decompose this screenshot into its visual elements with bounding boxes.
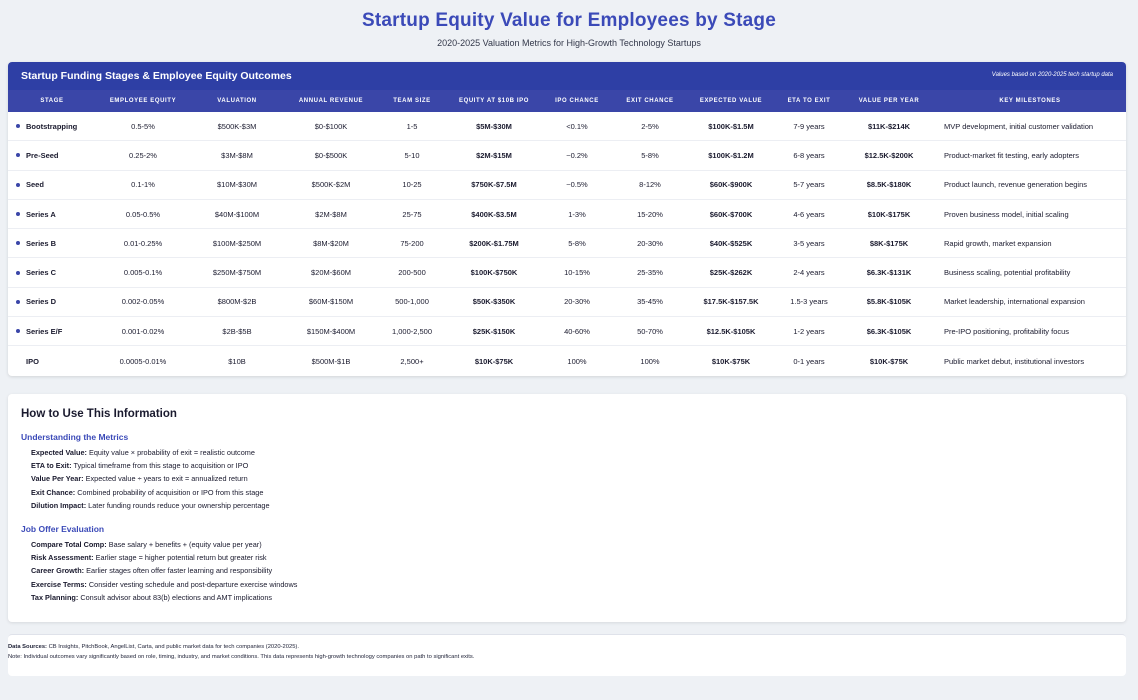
info-title: How to Use This Information [21,408,177,420]
milestones-cell: Business scaling, potential profitability [944,268,1071,278]
table-row [8,171,1126,200]
item-label: Career Growth: [31,566,85,576]
col-header-stage: STAGE [40,98,64,104]
exit-chance-cell: 50-70% [637,326,663,336]
revenue-cell: $0-$500K [314,150,348,160]
exit-chance-cell: 100% [640,356,660,366]
employee-equity-cell: 0.0005-0.01% [119,356,167,366]
section-title-job-offer: Job Offer Evaluation [21,524,105,535]
expected-value-cell: $100K-$1.2M [708,150,754,160]
ipo-chance-cell: <0.1% [566,121,588,131]
table-row [8,141,1126,170]
ipo-chance-cell: 1-3% [568,209,586,219]
item-label: Compare Total Comp: [31,540,107,550]
exit-chance-cell: 5-8% [641,150,659,160]
section-title-metrics: Understanding the Metrics [21,432,129,442]
item-text: Expected value ÷ years to exit = annualized return [85,474,248,484]
valuation-cell: $100M-$250M [212,238,262,248]
eta-cell: 1.5-3 years [790,297,828,307]
table-row [8,229,1126,258]
stage-label: Series D [26,297,57,307]
col-header-key-milestones: KEY MILESTONES [999,98,1061,104]
item-text: Equity value × probability of exit = realistic outcome [89,448,255,457]
col-header-eta-to-exit: ETA TO EXIT [787,98,831,104]
stage-cell [8,122,96,131]
value-per-year-cell: $10K-$175K [867,209,911,219]
team-size-cell: 25-75 [402,209,422,219]
data-sources-footer [8,634,1126,676]
col-header-equity-at-ipo: EQUITY AT $10B IPO [458,98,530,104]
equity-at-ipo-cell: $100K-$750K [470,268,518,278]
valuation-cell: $800M-$2B [217,297,257,307]
valuation-cell: $40M-$100M [214,209,260,219]
item-text: Combined probability of acquisition or IPO from this stage [77,487,264,497]
item-text: Earlier stages often offer faster learning and responsibility [86,566,273,576]
item-label: Dilution Impact: [31,500,87,510]
list-item [31,499,1113,512]
col-header-expected-value: EXPECTED VALUE [699,98,763,104]
page-title: Startup Equity Value for Employees by Stage [361,10,777,31]
stage-label: Series C [26,268,57,278]
list-item [31,486,1113,499]
expected-value-cell: $100K-$1.5M [708,121,754,131]
col-header-valuation: VALUATION [217,98,257,104]
eta-cell: 4-6 years [793,209,825,219]
expected-value-cell: $12.5K-$105K [706,326,756,336]
list-item [31,472,1113,485]
item-label: Tax Planning: [31,592,79,602]
ipo-chance-cell: 100% [567,356,587,366]
list-item [31,564,1113,577]
page-subtitle: 2020-2025 Valuation Metrics for High-Growth Technology Startups [437,38,701,48]
table-row [8,200,1126,229]
employee-equity-cell: 0.1-1% [131,180,155,190]
stage-cell [8,239,96,248]
table-row [8,317,1126,346]
list-item [31,591,1113,604]
valuation-cell: $250M-$750M [212,268,262,278]
valuation-cell: $500K-$3M [217,121,257,131]
team-size-cell: 200-500 [398,268,426,278]
revenue-cell: $2M-$8M [315,209,347,219]
revenue-cell: $20M-$60M [310,268,352,278]
milestones-cell: MVP development, initial customer validation [944,121,1094,131]
bullet-dot-icon [16,329,20,333]
revenue-cell: $500K-$2M [311,180,351,190]
milestones-cell: Product-market fit testing, early adopters [944,150,1080,160]
employee-equity-cell: 0.5-5% [131,121,155,131]
milestones-cell: Product launch, revenue generation begins [944,180,1088,190]
equity-at-ipo-cell: $5M-$30M [476,121,512,131]
revenue-cell: $0-$100K [314,121,348,131]
ipo-chance-cell: ~0.5% [566,180,588,190]
expected-value-cell: $25K-$262K [709,268,753,278]
value-per-year-cell: $10K-$75K [869,356,909,366]
table-body [8,112,1126,376]
col-header-team-size: TEAM SIZE [393,98,431,104]
employee-equity-cell: 0.005-0.1% [123,268,163,278]
col-header-value-per-year: VALUE PER YEAR [858,98,920,104]
eta-cell: 0-1 years [793,356,825,366]
exit-chance-cell: 15-20% [637,209,663,219]
team-size-cell: 75-200 [400,238,424,248]
eta-cell: 6-8 years [793,150,825,160]
expected-value-cell: $60K-$700K [709,209,753,219]
stage-label: Seed [26,180,44,190]
stage-cell [8,268,96,277]
table-row [8,258,1126,287]
item-label: Value Per Year: [31,474,84,484]
equity-at-ipo-cell: $10K-$75K [474,356,514,366]
table-row [8,346,1126,375]
sources-note: Note: Individual outcomes vary significantly based on role, timing, industry, and market conditions. This data represents high-growth technology companies on path to significant exits. [8,653,475,660]
bullet-dot-icon [16,153,20,157]
stage-cell [8,357,96,366]
table-row [8,288,1126,317]
equity-table-card [8,62,1126,376]
stage-cell [8,327,96,336]
ipo-chance-cell: 40-60% [564,326,590,336]
exit-chance-cell: 20-30% [637,238,663,248]
item-text: Typical timeframe from this stage to acquisition or IPO [73,461,249,471]
item-label: ETA to Exit: [31,461,72,471]
sources-text: CB Insights, PitchBook, AngelList, Carta, and public market data for tech companies (2020-2025). [48,644,299,650]
list-item [31,446,1113,459]
revenue-cell: $150M-$400M [306,326,356,336]
bullet-dot-icon [16,241,20,245]
stage-label: IPO [26,356,39,366]
value-per-year-cell: $12.5K-$200K [864,150,914,160]
value-per-year-cell: $8.5K-$180K [866,180,912,190]
team-size-cell: 5-10 [404,150,420,160]
eta-cell: 2-4 years [793,268,825,278]
bullet-dot-icon [16,271,20,275]
bullet-dot-icon [16,300,20,304]
exit-chance-cell: 8-12% [639,180,661,190]
milestones-cell: Market leadership, international expansion [944,297,1085,307]
eta-cell: 3-5 years [793,238,825,248]
bullet-dot-icon [16,359,20,363]
expected-value-cell: $40K-$525K [709,238,753,248]
table-row [8,112,1126,141]
info-card [8,394,1126,622]
ipo-chance-cell: 10-15% [564,268,590,278]
table-header-bar [8,62,1126,90]
valuation-cell: $10M-$30M [216,180,258,190]
stage-label: Series E/F [26,326,63,336]
team-size-cell: 10-25 [402,180,422,190]
milestones-cell: Proven business model, initial scaling [944,209,1069,219]
stage-label: Series B [26,238,57,248]
employee-equity-cell: 0.001-0.02% [121,326,165,336]
item-text: Later funding rounds reduce your ownership percentage [88,500,270,510]
equity-at-ipo-cell: $50K-$350K [472,297,516,307]
item-label: Risk Assessment: [31,553,94,563]
stage-label: Series A [26,209,56,219]
eta-cell: 5-7 years [793,180,825,190]
milestones-cell: Rapid growth, market expansion [944,238,1052,248]
employee-equity-cell: 0.01-0.25% [123,238,163,248]
revenue-cell: $8M-$20M [313,238,349,248]
team-size-cell: 500-1,000 [395,297,429,307]
value-per-year-cell: $6.3K-$105K [866,326,912,336]
list-item [31,459,1113,472]
expected-value-cell: $60K-$900K [709,180,753,190]
sources-line [8,643,1126,653]
sources-label: Data Sources: [8,644,47,650]
employee-equity-cell: 0.002-0.05% [121,297,165,307]
exit-chance-cell: 2-5% [641,121,659,131]
table-column-headers [8,90,1126,112]
expected-value-cell: $17.5K-$157.5K [703,297,759,307]
eta-cell: 1-2 years [793,326,825,336]
expected-value-cell: $10K-$75K [711,356,751,366]
list-item [31,551,1113,564]
col-header-ipo-chance: IPO CHANCE [555,98,599,104]
milestones-cell: Public market debut, institutional investors [944,356,1085,366]
equity-at-ipo-cell: $750K-$7.5M [471,180,517,190]
stage-label: Bootstrapping [26,121,78,131]
revenue-cell: $500M-$1B [311,356,351,366]
value-per-year-cell: $6.3K-$131K [866,268,912,278]
valuation-cell: $2B-$5B [222,326,252,336]
equity-at-ipo-cell: $25K-$150K [472,326,516,336]
metrics-list [21,446,1113,512]
item-text: Consider vesting schedule and post-departure exercise windows [88,579,298,589]
value-per-year-cell: $5.8K-$105K [866,297,912,307]
col-header-employee-equity: EMPLOYEE EQUITY [109,98,177,104]
equity-at-ipo-cell: $200K-$1.75M [469,238,519,248]
valuation-cell: $3M-$8M [221,150,253,160]
item-text: Consult advisor about 83(b) elections and AMT implications [80,592,273,602]
table-note: Values based on 2020-2025 tech startup data [991,72,1113,78]
ipo-chance-cell: 5-8% [568,238,586,248]
item-label: Exercise Terms: [31,579,87,589]
bullet-dot-icon [16,212,20,216]
col-header-annual-revenue: ANNUAL REVENUE [298,98,364,104]
team-size-cell: 1-5 [406,121,418,131]
job-offer-list [21,538,1113,604]
ipo-chance-cell: 20-30% [564,297,590,307]
revenue-cell: $60M-$150M [308,297,354,307]
item-text: Earlier stage = higher potential return but greater risk [95,553,267,563]
exit-chance-cell: 35-45% [637,297,663,307]
employee-equity-cell: 0.25-2% [129,150,157,160]
employee-equity-cell: 0.05-0.5% [125,209,161,219]
stage-cell [8,180,96,189]
stage-label: Pre-Seed [26,150,59,160]
ipo-chance-cell: ~0.2% [566,150,588,160]
item-label: Exit Chance: [31,487,76,497]
milestones-cell: Pre-IPO positioning, profitability focus [944,326,1070,336]
stage-cell [8,151,96,160]
equity-at-ipo-cell: $400K-$3.5M [471,209,517,219]
stage-cell [8,297,96,306]
list-item [31,538,1113,551]
equity-at-ipo-cell: $2M-$15M [476,150,512,160]
bullet-dot-icon [16,183,20,187]
team-size-cell: 2,500+ [400,356,424,366]
eta-cell: 7-9 years [793,121,825,131]
value-per-year-cell: $11K-$214K [867,121,911,131]
col-header-exit-chance: EXIT CHANCE [626,98,674,104]
list-item [31,578,1113,591]
table-title: Startup Funding Stages & Employee Equity Outcomes [21,70,292,82]
stage-cell [8,210,96,219]
exit-chance-cell: 25-35% [637,268,663,278]
value-per-year-cell: $8K-$175K [869,238,909,248]
item-label: Expected Value: [31,448,87,457]
bullet-dot-icon [16,124,20,128]
valuation-cell: $10B [228,356,246,366]
item-text: Base salary + benefits + (equity value per year) [108,540,262,550]
team-size-cell: 1,000-2,500 [391,326,433,336]
